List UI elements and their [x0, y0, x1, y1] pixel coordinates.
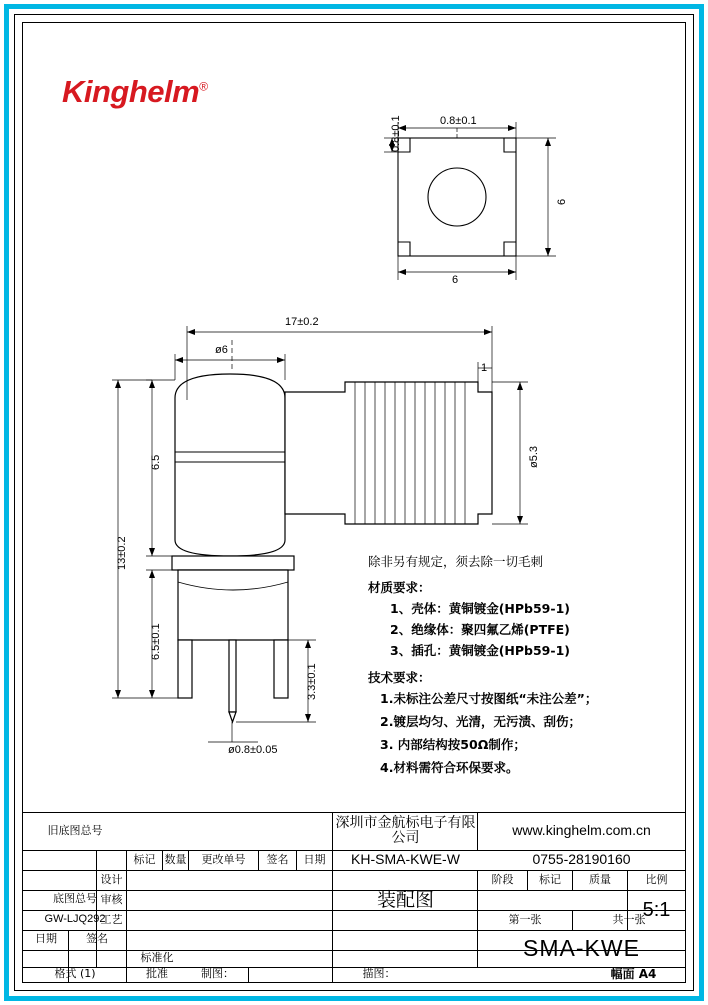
note-material-title: 材质要求： [368, 580, 431, 595]
mark-col-1: 数量 [164, 852, 187, 866]
format-label: 格式 (1) [54, 967, 96, 981]
role-process: 工艺 [100, 912, 123, 926]
mark-col-2: 更改单号 [201, 852, 246, 866]
mark-col-4: 日期 [303, 852, 326, 866]
dim-thread-diameter: ø5.3 [528, 445, 540, 468]
weight-label: 质量 [589, 872, 611, 886]
note-burr: 除非另有规定，须去除一切毛刺 [368, 554, 544, 569]
paper-size: 幅面 A4 [610, 966, 657, 981]
brand-name: Kinghelm [62, 74, 200, 109]
dim-step: 1 [481, 362, 488, 374]
dim-height-65: 6.5 [150, 454, 162, 470]
old-drawing-no-label: 旧底图总号 [47, 823, 103, 837]
sheet-number: 第一张 [508, 912, 542, 926]
dim-top-width: 0.8±0.1 [440, 115, 477, 127]
phone: 0755-28190160 [532, 851, 631, 868]
part-number: KH-SMA-KWE-W [351, 851, 460, 868]
note-material-3: 3、插孔：黄铜镀金(HPb59-1) [390, 643, 570, 658]
dim-bottom-width: 6 [452, 274, 459, 286]
dim-body-diameter: ø6 [215, 344, 228, 356]
registered-mark: ® [199, 79, 208, 94]
dim-pin-length: 3.3±0.1 [306, 663, 318, 700]
stage-label: 阶段 [491, 872, 514, 886]
scale-label: 比例 [645, 872, 668, 886]
website: www.kinghelm.com.cn [512, 822, 651, 839]
date-label: 日期 [35, 932, 57, 946]
note-tech-title: 技术要求： [368, 670, 431, 685]
mark-col-0: 标记 [133, 852, 156, 866]
mark-label: 标记 [539, 872, 561, 886]
note-tech-1: 1.未标注公差尺寸按图纸“未注公差”； [380, 691, 598, 706]
role-design: 设计 [100, 872, 123, 886]
role-approve: 批准 [146, 967, 168, 981]
note-tech-3: 3. 内部结构按50Ω制作； [380, 737, 526, 752]
drawn-label: 制图： [201, 967, 234, 981]
base-drawing-no-value: GW-LJQ292 [44, 913, 106, 926]
dim-pin-diameter: ø0.8±0.05 [228, 744, 278, 756]
model-name: SMA-KWE [523, 934, 640, 961]
dim-overall-length: 17±0.2 [285, 316, 319, 328]
drawing-name: 装配图 [376, 888, 434, 911]
sheet-total: 共一张 [612, 912, 646, 926]
note-material-2: 2、绝缘体：聚四氟乙烯(PTFE) [390, 622, 570, 637]
tb-line [22, 812, 686, 813]
sign-label: 签名 [86, 932, 108, 946]
note-material-1: 1、壳体：黄铜镀金(HPb59-1) [390, 601, 570, 616]
title-block [22, 812, 686, 983]
tb-line [685, 812, 686, 983]
traced-label: 描图： [362, 967, 396, 981]
tb-line [22, 812, 23, 983]
mark-col-3: 签名 [266, 852, 289, 866]
tb-line [22, 982, 686, 983]
dim-right-vertical: 6 [556, 198, 568, 205]
note-tech-4: 4.材料需符合环保要求。 [380, 760, 519, 775]
dim-height-13: 13±0.2 [116, 536, 128, 570]
scale-value: 5:1 [642, 899, 671, 921]
role-standard: 标准化 [140, 951, 174, 965]
role-check: 审核 [100, 892, 123, 906]
dim-top-left-vertical: 0.8±0.1 [390, 115, 402, 152]
company-name: 深圳市金航标电子有限公司 [335, 814, 476, 846]
base-drawing-no-label: 底图总号 [53, 892, 97, 906]
tb-line [248, 967, 249, 983]
tb-line [332, 812, 333, 983]
dim-height-65-tol: 6.5±0.1 [150, 623, 162, 660]
note-tech-2: 2.镀层均匀、光清，无污渍、刮伤； [380, 714, 581, 729]
